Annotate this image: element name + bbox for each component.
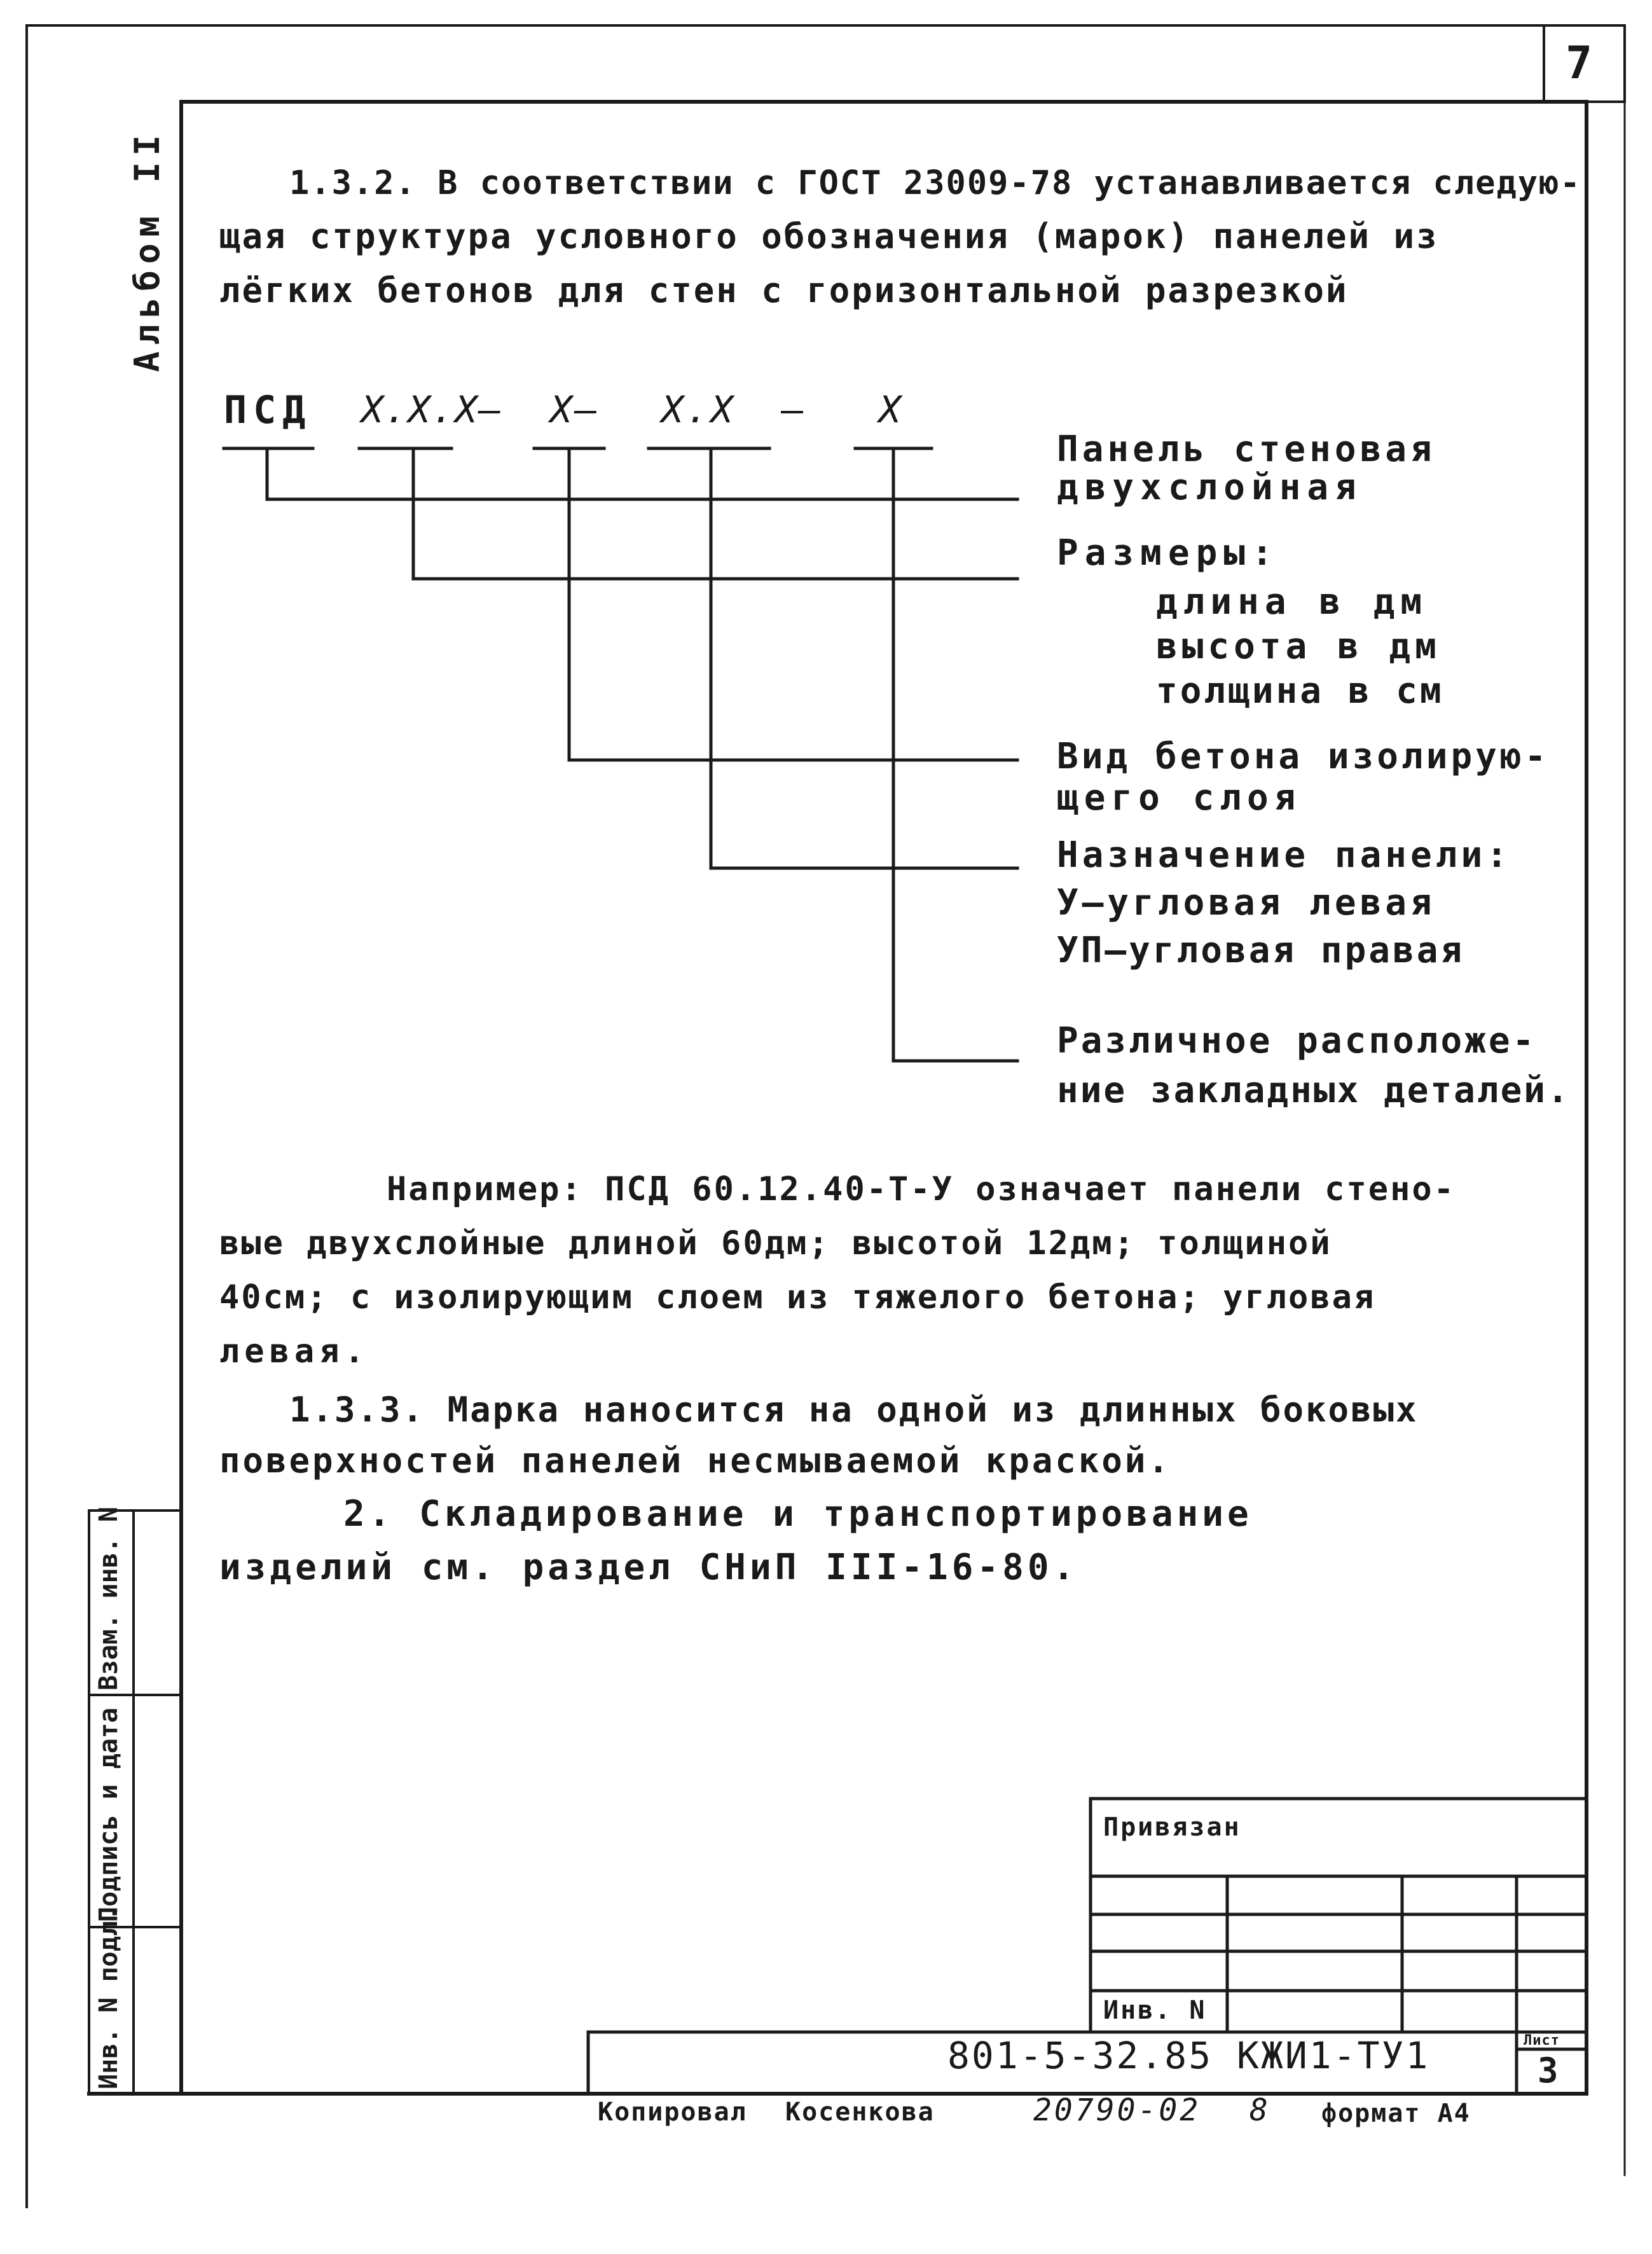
sheet-label: Лист bbox=[1524, 2033, 1560, 2049]
label-purpose-left: У—угловая левая bbox=[1057, 882, 1436, 923]
code-part-dash: — bbox=[781, 388, 803, 431]
label-concrete-2: щего слоя bbox=[1057, 777, 1302, 819]
paragraph-1-3-3-line-1: 1.3.3. Марка наносится на одной из длинных боковых bbox=[289, 1390, 1419, 1430]
paragraph-2-line-1: 2. Складирование и транспортирование bbox=[343, 1493, 1253, 1535]
code-part-concrete: Х— bbox=[550, 388, 600, 431]
label-details-1: Различное расположе- bbox=[1057, 1020, 1537, 1061]
title-privyazan: Привязан bbox=[1103, 1813, 1241, 1842]
document-code: 801-5-32.85 КЖИ1-ТУ1 bbox=[947, 2034, 1430, 2077]
paragraph-1-3-2-line-2: щая структура условного обозначения (марок) панелей из bbox=[219, 216, 1439, 256]
title-inv-no: Инв. N bbox=[1103, 1996, 1207, 2025]
code-part-details: Х bbox=[879, 388, 901, 431]
label-details-2: ние закладных деталей. bbox=[1057, 1070, 1571, 1111]
paragraph-2-line-2: изделий см. раздел СНиП III-16-80. bbox=[219, 1547, 1078, 1588]
paragraph-1-3-3-line-2: поверхностей панелей несмываемой краской. bbox=[219, 1441, 1171, 1481]
label-purpose-right: УП—угловая правая bbox=[1057, 930, 1465, 971]
code-part-sizes: Х.Х.Х— bbox=[361, 388, 502, 431]
sheet-number: 3 bbox=[1538, 2050, 1559, 2091]
paragraph-1-3-2-line-3: лёгких бетонов для стен с горизонтальной разрезкой bbox=[219, 270, 1349, 310]
label-panel-type-1: Панель стеновая bbox=[1057, 429, 1436, 470]
footer-copied-by: Косенкова bbox=[785, 2098, 935, 2127]
label-panel-type-2: двухслойная bbox=[1057, 467, 1363, 508]
stamp-inv-podl: Инв. N подл. bbox=[94, 1905, 123, 2089]
stamp-vzam-inv: Взам. инв. N bbox=[94, 1507, 123, 1690]
example-line-2: вые двухслойные длиной 60дм; высотой 12дм; толщиной bbox=[219, 1224, 1332, 1262]
label-length: длина в дм bbox=[1156, 581, 1428, 623]
footer-order-number: 20790-02 bbox=[1033, 2092, 1201, 2128]
code-part-psd: ПСД bbox=[224, 388, 312, 432]
example-line-3: 40см; с изолирующим слоем из тяжелого бетона; угловая bbox=[219, 1278, 1376, 1317]
example-line-4: левая. bbox=[219, 1332, 369, 1371]
example-line-1: Например: ПСД 60.12.40-Т-У означает панели стено- bbox=[387, 1170, 1456, 1208]
label-height: высота в дм bbox=[1156, 626, 1441, 667]
label-concrete-1: Вид бетона изолирую- bbox=[1057, 736, 1550, 777]
label-sizes-heading: Размеры: bbox=[1057, 532, 1279, 574]
page-number: 7 bbox=[1566, 37, 1593, 89]
footer-format: формат А4 bbox=[1321, 2099, 1471, 2128]
footer-order-suffix: 8 bbox=[1249, 2092, 1268, 2128]
paragraph-1-3-2-line-1: 1.3.2. В соответствии с ГОСТ 23009-78 устанавливается следую- bbox=[289, 164, 1581, 202]
label-thickness: толщина в см bbox=[1156, 670, 1444, 712]
stamp-signature-date: Подпись и дата bbox=[94, 1707, 123, 1922]
album-label: Альбом II bbox=[127, 128, 167, 372]
code-part-purpose: Х.Х bbox=[661, 388, 736, 431]
label-purpose-1: Назначение панели: bbox=[1057, 834, 1511, 876]
footer-copied-label: Копировал bbox=[598, 2098, 747, 2127]
